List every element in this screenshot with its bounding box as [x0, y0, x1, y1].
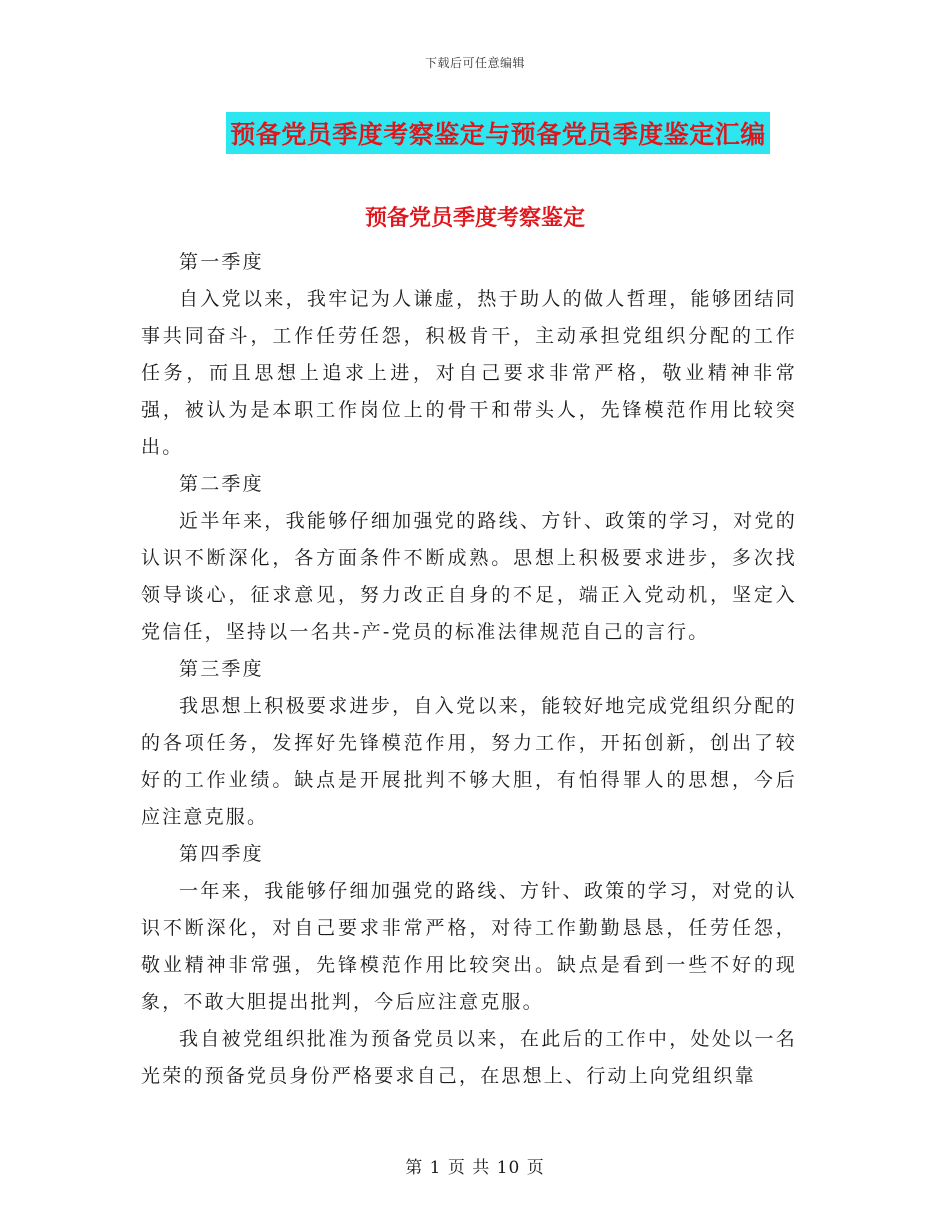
closing-paragraph: 我自被党组织批准为预备党员以来，在此后的工作中，处处以一名光荣的预备党员身份严格要求自己，在思想上、行动上向党组织靠	[141, 1028, 797, 1087]
main-title-container	[0, 112, 950, 154]
quarter-paragraph: 近半年来，我能够仔细加强党的路线、方针、政策的学习，对党的认识不断深化，各方面条件不断成熟。思想上积极要求进步，多次找领导谈心，征求意见，努力改正自身的不足，端正入党动机，坚定入党信任，坚持以一名共-产-党员的标准法律规范自己的言行。	[141, 510, 797, 643]
quarter-paragraph: 一年来，我能够仔细加强党的路线、方针、政策的学习，对党的认识不断深化，对自己要求非常严格，对待工作勤勤恳恳，任劳任怨，敬业精神非常强，先锋模范作用比较突出。缺点是看到一些不好的现象，不敢大胆提出批判，今后应注意克服。	[141, 880, 797, 1013]
quarter-heading: 第一季度	[179, 251, 264, 273]
section-title: 预备党员季度考察鉴定	[364, 205, 585, 231]
quarter-heading: 第二季度	[179, 473, 264, 495]
document-body	[141, 244, 797, 1095]
page-footer: 第 1 页 共 10 页	[405, 1158, 545, 1178]
quarter-paragraph: 我思想上积极要求进步，自入党以来，能较好地完成党组织分配的的各项任务，发挥好先锋模范作用，努力工作，开拓创新，创出了较好的工作业绩。缺点是开展批判不够大胆，有怕得罪人的思想，今后应注意克服。	[141, 695, 797, 828]
quarter-heading: 第四季度	[179, 843, 264, 865]
main-title: 预备党员季度考察鉴定与预备党员季度鉴定汇编	[226, 112, 770, 154]
quarter-paragraph: 自入党以来，我牢记为人谦虚，热于助人的做人哲理，能够团结同事共同奋斗，工作任劳任怨，积极肯干，主动承担党组织分配的工作任务，而且思想上追求上进，对自己要求非常严格，敬业精神非常强，被认为是本职工作岗位上的骨干和带头人，先锋模范作用比较突出。	[141, 288, 797, 458]
header-note: 下载后可任意编辑	[424, 56, 525, 70]
quarter-heading: 第三季度	[179, 658, 264, 680]
